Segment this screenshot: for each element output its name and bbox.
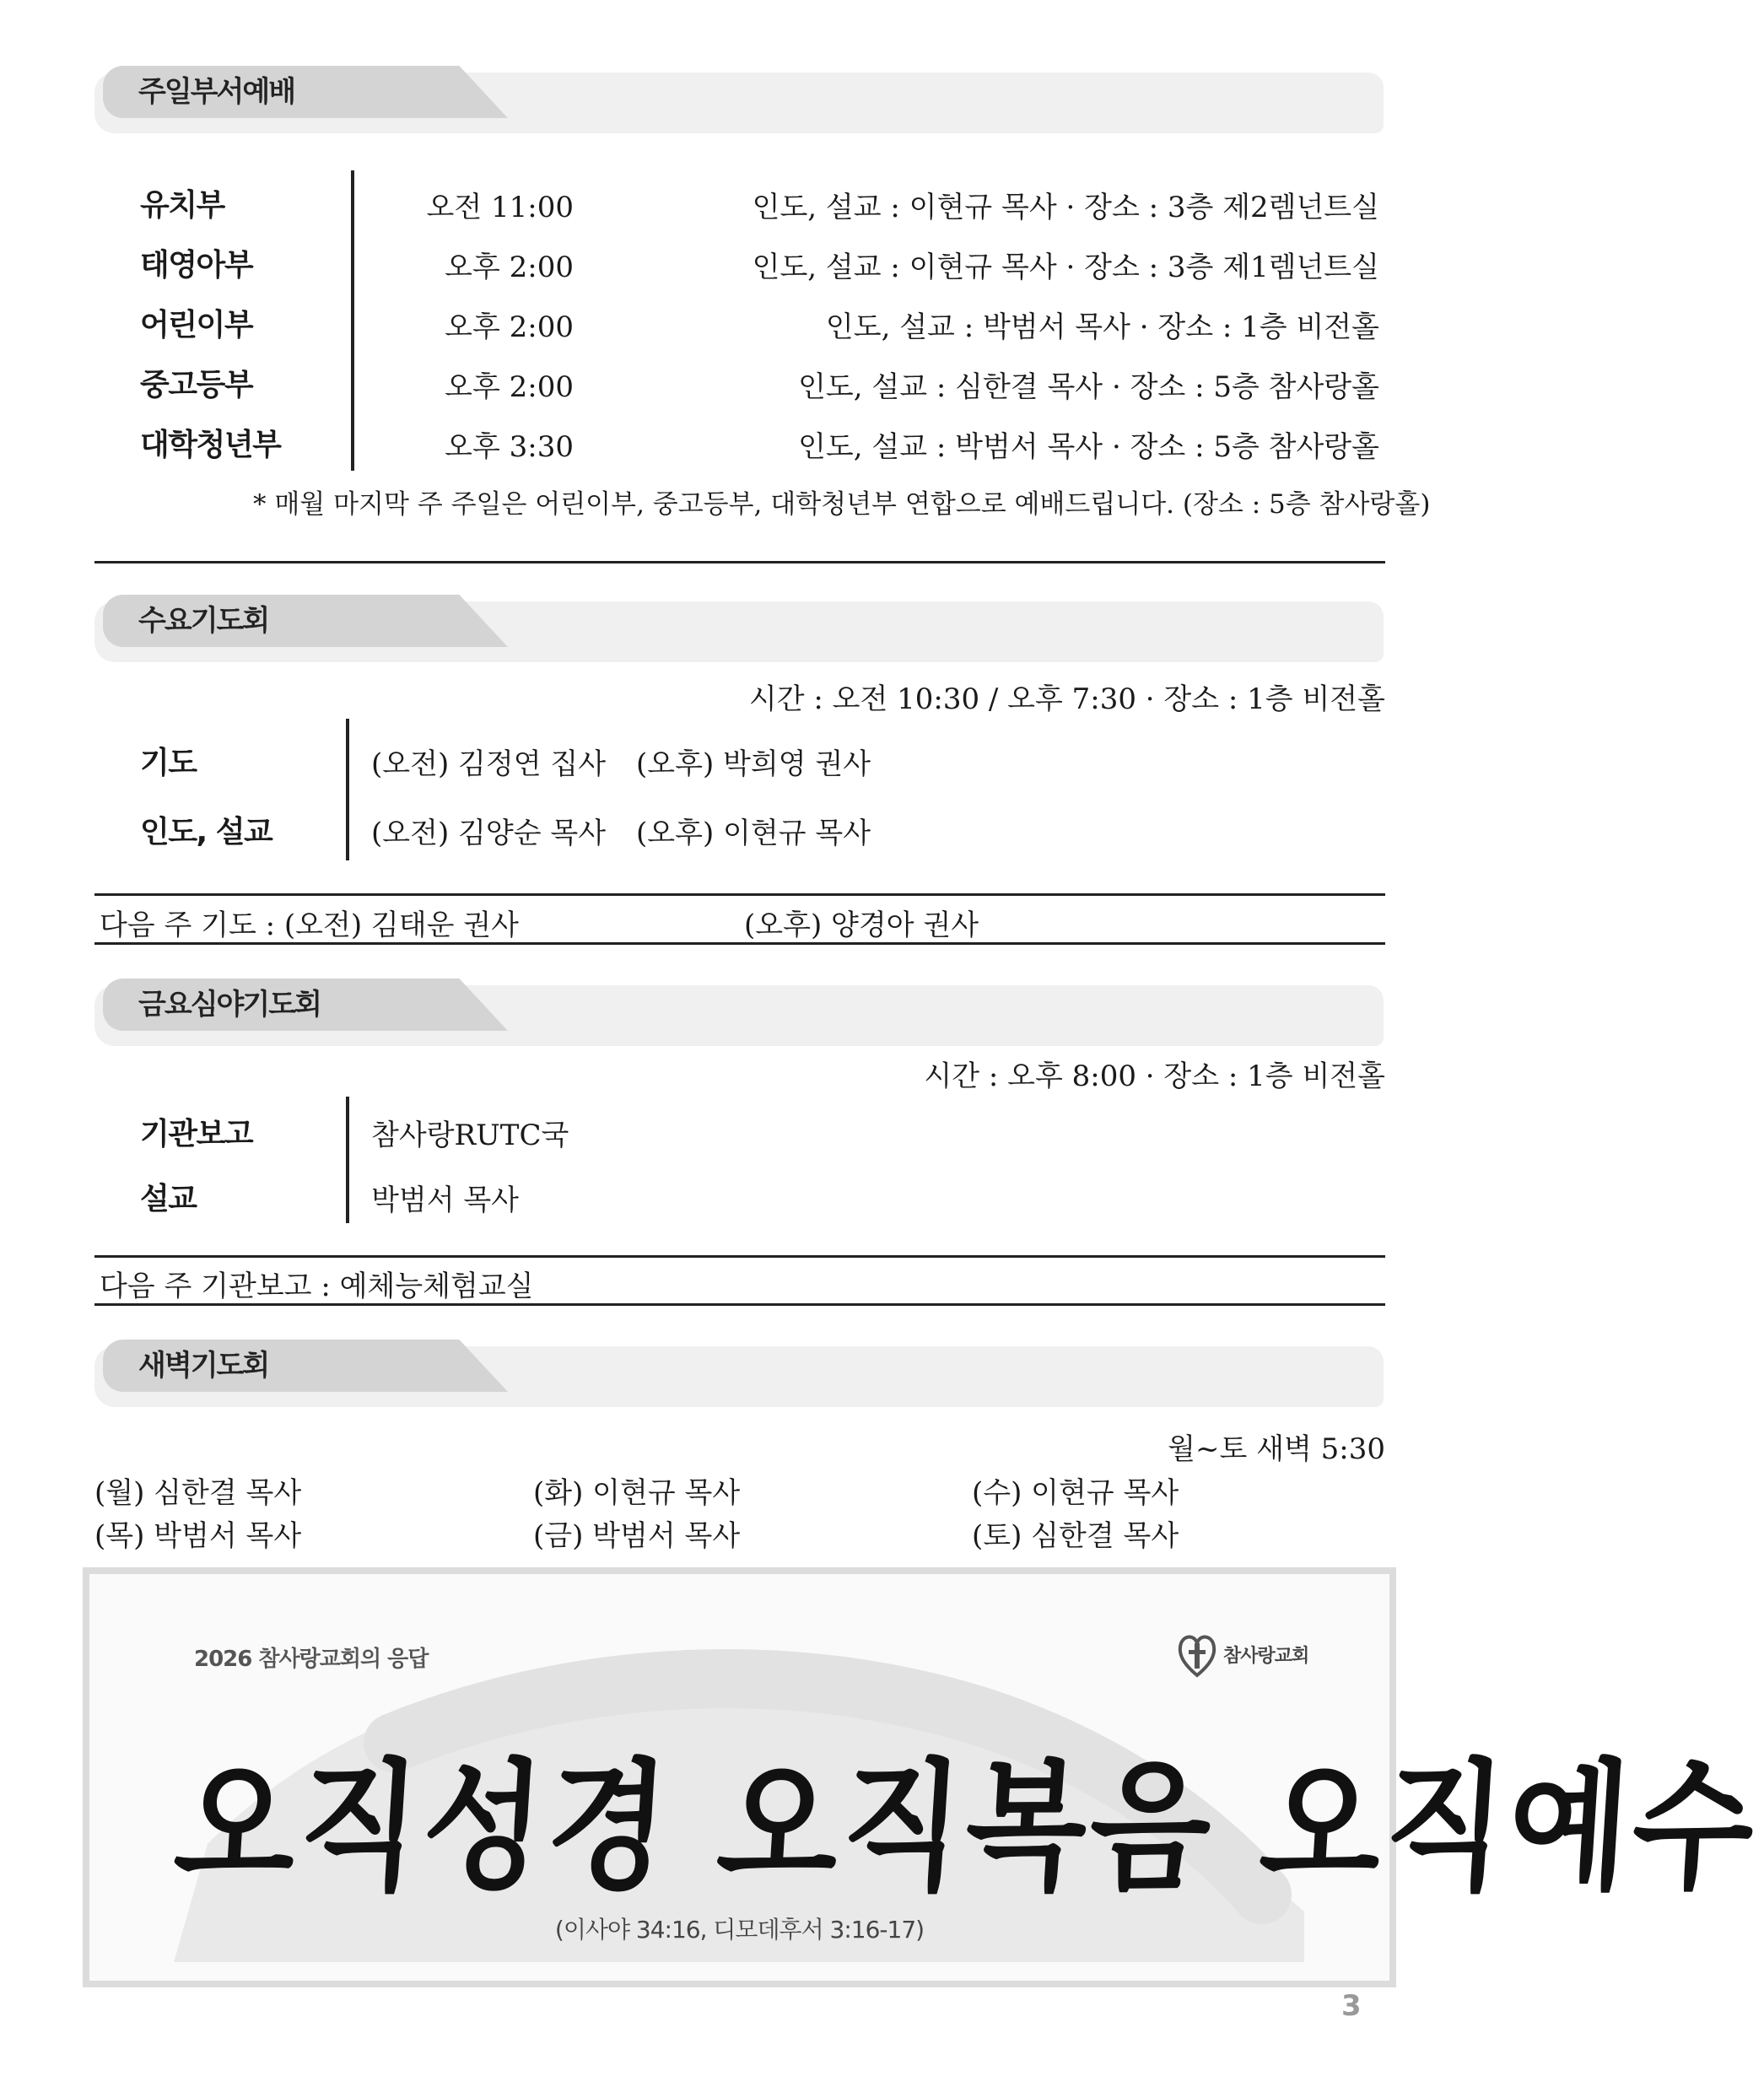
dawn-time: 월~토 새벽 5:30 xyxy=(1168,1432,1385,1466)
service-time: 오후 2:00 xyxy=(445,310,574,344)
friday-next: 다음 주 기관보고 : 예체능체험교실 xyxy=(100,1270,534,1303)
service-time: 오후 2:00 xyxy=(445,251,574,284)
friday-time-place: 시간 : 오후 8:00 · 장소 : 1층 비전홀 xyxy=(924,1059,1385,1093)
sunday-note: * 매월 마지막 주 주일은 어린이부, 중고등부, 대학청년부 연합으로 예배드립니다. (장소 : 5층 참사랑홀) xyxy=(253,489,1431,520)
am-person: (오전) 김정연 집사 xyxy=(371,747,607,781)
calligraphy-motto: 오직성경 오직복음 오직예수 xyxy=(170,1744,1762,1909)
church-name: 참사랑교회 xyxy=(1223,1646,1309,1667)
service-info: 인도, 설교 : 박범서 목사 · 장소 : 5층 참사랑홀 xyxy=(798,430,1379,464)
section-header-dawn xyxy=(94,1340,1384,1407)
dawn-day: (수) 이현규 목사 xyxy=(972,1476,1179,1510)
section-title-wednesday: 수요기도회 xyxy=(138,604,269,638)
role-label: 기도 xyxy=(140,746,197,780)
section-rule xyxy=(94,893,1385,896)
section-rule xyxy=(94,561,1385,563)
section-header-sunday xyxy=(94,66,1384,133)
section-title-friday: 금요심야기도회 xyxy=(138,988,321,1022)
vision-banner xyxy=(83,1567,1762,1987)
service-info: 인도, 설교 : 심한결 목사 · 장소 : 5층 참사랑홀 xyxy=(798,370,1379,404)
dept-name: 중고등부 xyxy=(140,368,253,402)
pm-person: (오후) 이현규 목사 xyxy=(636,817,871,850)
role-label: 설교 xyxy=(140,1182,197,1216)
section-header-friday xyxy=(94,979,1384,1046)
dept-name: 대학청년부 xyxy=(140,428,281,462)
service-info: 인도, 설교 : 이현규 목사 · 장소 : 3층 제1렘넌트실 xyxy=(752,251,1379,284)
wednesday-time-place: 시간 : 오전 10:30 / 오후 7:30 · 장소 : 1층 비전홀 xyxy=(748,682,1385,716)
dawn-day: (토) 심한결 목사 xyxy=(972,1519,1179,1553)
divider-line xyxy=(346,719,349,860)
pm-person: (오후) 박희영 권사 xyxy=(636,747,871,781)
wednesday-next-am: 다음 주 기도 : (오전) 김태운 권사 xyxy=(100,909,519,942)
dept-name: 어린이부 xyxy=(140,308,253,342)
dept-name: 유치부 xyxy=(140,188,224,223)
section-title-sunday: 주일부서예배 xyxy=(138,75,295,109)
role-label: 인도, 설교 xyxy=(140,815,272,849)
am-person: (오전) 김양순 목사 xyxy=(371,817,607,850)
dept-name: 태영아부 xyxy=(140,248,253,283)
divider-line xyxy=(346,1097,349,1223)
dawn-day: (화) 이현규 목사 xyxy=(533,1476,741,1510)
service-time: 오전 11:00 xyxy=(426,191,574,224)
service-info: 인도, 설교 : 이현규 목사 · 장소 : 3층 제2렘넌트실 xyxy=(752,191,1379,224)
service-time: 오후 2:00 xyxy=(445,370,574,404)
church-logo-icon xyxy=(1176,1631,1218,1679)
banner-subtitle: 2026 참사랑교회의 응답 xyxy=(194,1647,429,1672)
section-rule xyxy=(94,942,1385,945)
dawn-day: (월) 심한결 목사 xyxy=(94,1476,302,1510)
role-value: 참사랑RUTC국 xyxy=(371,1119,569,1152)
scripture-reference: (이사야 34:16, 디모데후서 3:16-17) xyxy=(554,1916,925,1944)
service-time: 오후 3:30 xyxy=(445,430,574,464)
role-label: 기관보고 xyxy=(140,1117,253,1151)
section-rule xyxy=(94,1303,1385,1306)
section-header-wednesday xyxy=(94,595,1384,662)
section-title-dawn: 새벽기도회 xyxy=(138,1349,269,1383)
service-info: 인도, 설교 : 박범서 목사 · 장소 : 1층 비전홀 xyxy=(825,310,1379,344)
section-rule xyxy=(94,1255,1385,1258)
wednesday-next-pm: (오후) 양경아 권사 xyxy=(744,909,979,942)
role-value: 박범서 목사 xyxy=(371,1183,520,1217)
dawn-day: (금) 박범서 목사 xyxy=(533,1519,741,1553)
dawn-day: (목) 박범서 목사 xyxy=(94,1519,302,1553)
page-number: 3 xyxy=(1341,1989,1362,2023)
divider-line xyxy=(351,170,354,471)
